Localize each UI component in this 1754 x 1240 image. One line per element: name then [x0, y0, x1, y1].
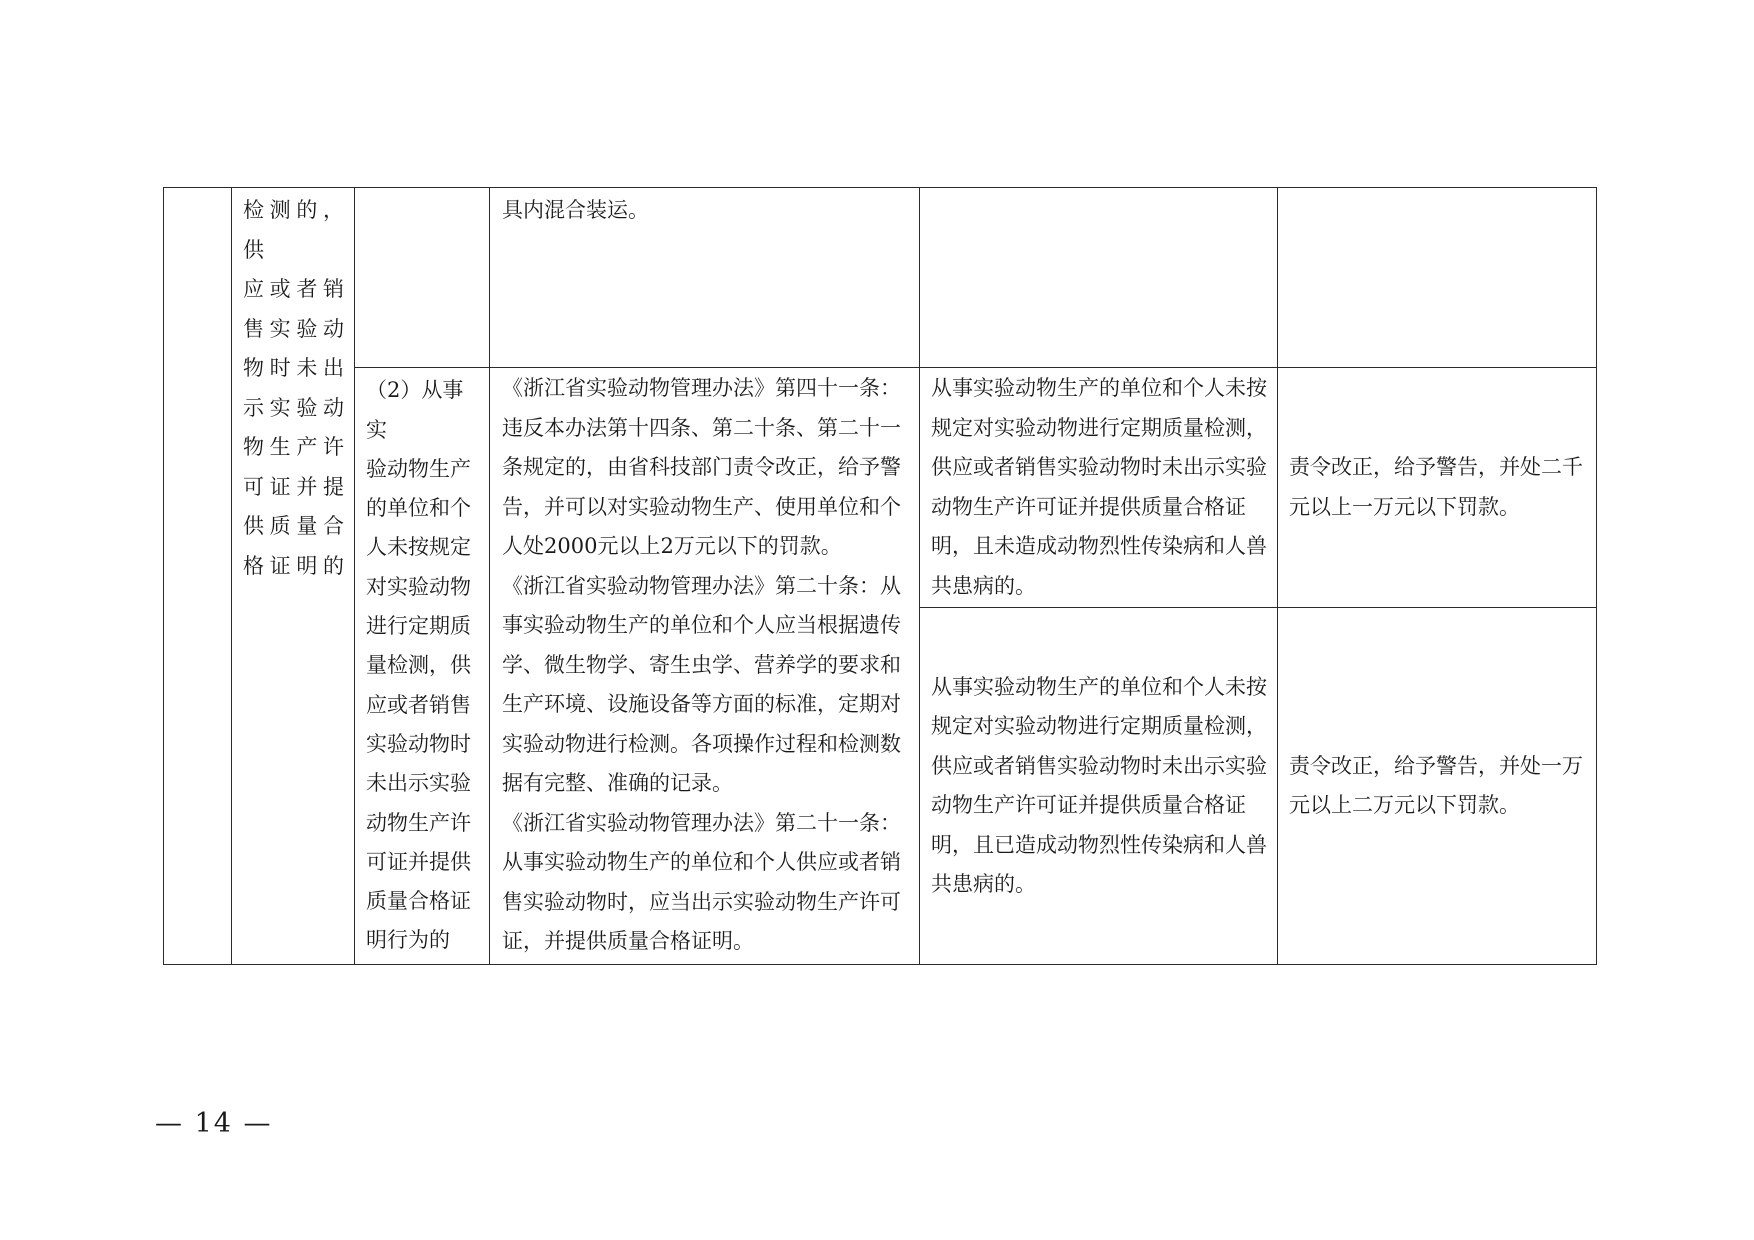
table-row	[164, 368, 1597, 608]
violation-text-line: 示实验动	[243, 395, 344, 420]
penalty-standards-table	[163, 187, 1597, 965]
subitem-text-line: 明行为的	[366, 928, 450, 953]
penalty-cell-1	[1278, 368, 1597, 608]
legal-basis-article-21: 《浙江省实验动物管理办法》第二十一条：从事实验动物生产的单位和个人供应或者销售实验动物时，应当出示实验动物生产许可证，并提供质量合格证明。	[502, 810, 901, 953]
violation-text-line: 检测的，供	[243, 198, 344, 262]
subitem-text	[355, 368, 489, 964]
subitem-text-line: 未出示实验	[366, 771, 471, 796]
subitem-text-line: 进行定期质	[366, 614, 471, 639]
violation-text-line: 售实验动	[243, 316, 344, 341]
index-cell	[164, 188, 232, 965]
table-row	[164, 188, 1597, 368]
legal-basis-article-41: 《浙江省实验动物管理办法》第四十一条：违反本办法第十四条、第二十条、第二十一条规定的，由省科技部门责令改正，给予警告，并可以对实验动物生产、使用单位和个人处2000元以上2万元以下的罚款。	[502, 376, 901, 558]
violation-text-line: 物生产许	[243, 435, 344, 459]
penalty-text-1: 责令改正，给予警告，并处二千元以上一万元以下罚款。	[1289, 455, 1583, 519]
subitem-text-line: 的单位和个	[366, 496, 471, 521]
violation-text-line: 格证明的	[243, 553, 344, 578]
violation-text-line: 供质量合	[243, 514, 344, 538]
legal-basis-text	[490, 368, 919, 962]
subitem-text-line: 应或者销售	[366, 692, 471, 717]
circumstance-cell-2	[920, 608, 1278, 965]
violation-text-line: 可证并提	[243, 474, 344, 499]
subitem-cell	[355, 368, 490, 965]
legal-basis-continuation: 具内混合装运。	[502, 198, 649, 222]
subitem-text-line: （2）从事实	[366, 378, 464, 442]
circumstance-text-2: 从事实验动物生产的单位和个人未按规定对实验动物进行定期质量检测，供应或者销售实验动物时未出示实验动物生产许可证并提供质量合格证明，且已造成动物烈性传染病和人兽共患病的。	[931, 674, 1267, 896]
subitem-text-line: 对实验动物	[366, 574, 471, 599]
penalty-text-2: 责令改正，给予警告，并处一万元以上二万元以下罚款。	[1289, 753, 1583, 817]
subitem-cell-top	[355, 188, 490, 368]
violation-text-line: 物时未出	[243, 356, 344, 380]
page-number: — 14 —	[155, 1108, 273, 1139]
legal-basis-article-20: 《浙江省实验动物管理办法》第二十条：从事实验动物生产的单位和个人应当根据遗传学、微生物学、寄生虫学、营养学的要求和生产环境、设施设备等方面的标准，定期对实验动物进行检测。各项操作过程和检测数据有完整、准确的记录。	[502, 573, 901, 795]
violation-text	[232, 188, 354, 586]
subitem-text-line: 人未按规定	[366, 535, 471, 560]
subitem-text-line: 验动物生产	[366, 456, 471, 481]
penalty-cell-2	[1278, 608, 1597, 965]
penalty-cell-top	[1278, 188, 1597, 368]
subitem-text-line: 可证并提供	[366, 849, 471, 874]
subitem-text-line: 实验动物时	[366, 731, 471, 756]
circumstance-cell-1	[920, 368, 1278, 608]
subitem-text-line: 量检测，供	[366, 653, 471, 678]
violation-text-line: 应或者销	[243, 277, 344, 301]
circumstance-cell-top	[920, 188, 1278, 368]
legal-basis-cell-top	[490, 188, 920, 368]
subitem-text-line: 动物生产许	[366, 810, 471, 835]
violation-cell	[232, 188, 355, 965]
subitem-text-line: 质量合格证	[366, 889, 471, 914]
circumstance-text-1: 从事实验动物生产的单位和个人未按规定对实验动物进行定期质量检测，供应或者销售实验动物时未出示实验动物生产许可证并提供质量合格证明，且未造成动物烈性传染病和人兽共患病的。	[931, 376, 1267, 598]
legal-basis-cell	[490, 368, 920, 965]
